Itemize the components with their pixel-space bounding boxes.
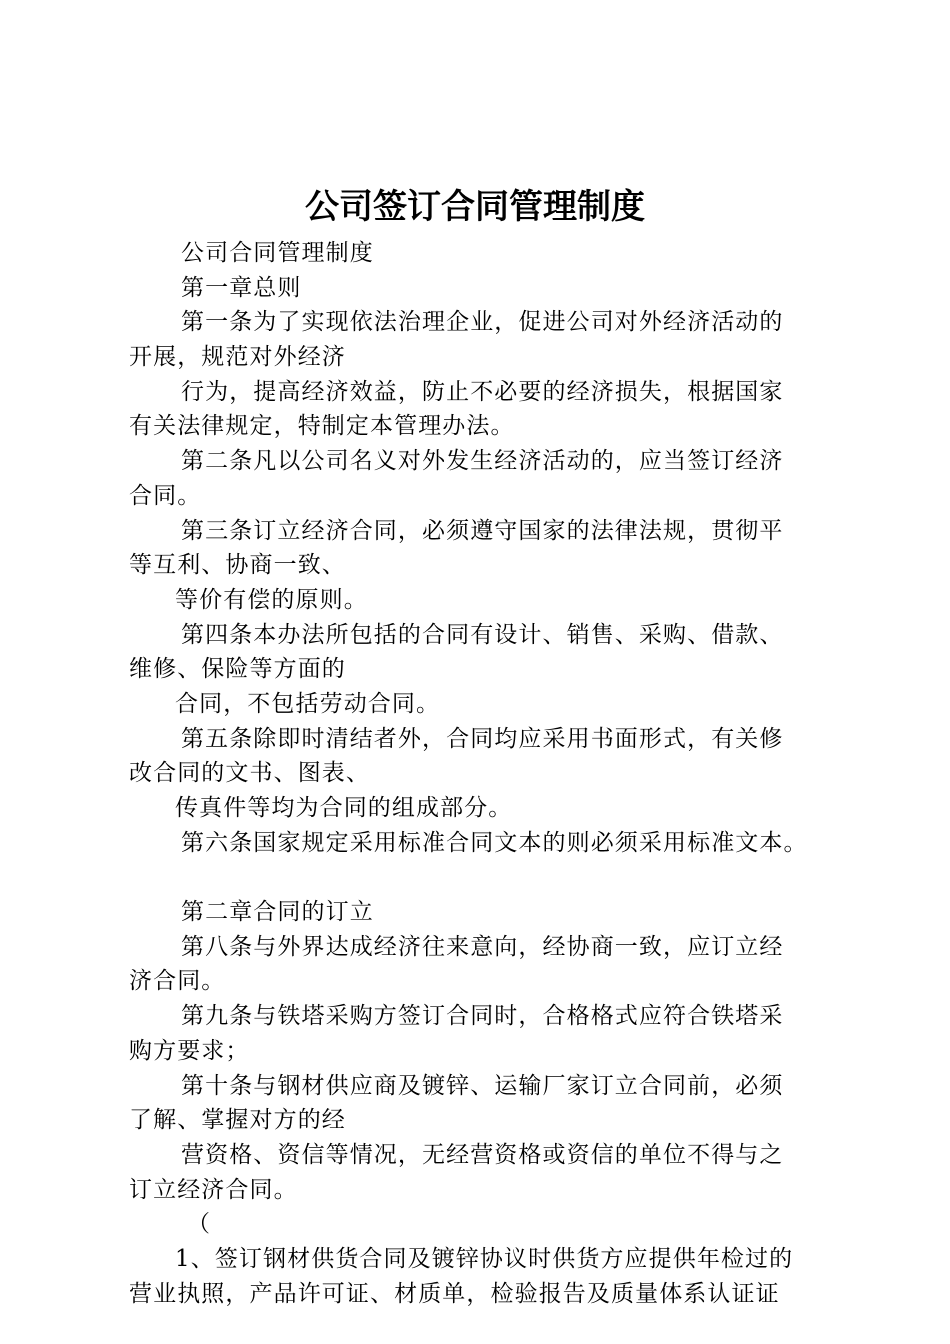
paragraph-line: 第八条与外界达成经济往来意向，经协商一致，应订立经 <box>181 933 784 960</box>
paragraph-line: 传真件等均为合同的组成部分。 <box>175 795 513 821</box>
paragraph-line: 第九条与铁塔采购方签订合同时，合格格式应符合铁塔采 <box>181 1003 784 1030</box>
paragraph-line: 第三条订立经济合同，必须遵守国家的法律法规，贯彻平 <box>181 517 784 544</box>
document-body <box>129 236 841 1311</box>
paragraph-line: 等价有偿的原则。 <box>175 586 368 613</box>
paragraph-line: 公司合同管理制度 <box>181 240 374 266</box>
document-title: 公司签订合同管理制度 <box>305 187 645 227</box>
paragraph-line: 行为，提高经济效益，防止不必要的经济损失，根据国家 <box>181 378 784 405</box>
paragraph-line: 第五条除即时清结者外，合同均应采用书面形式，有关修 <box>181 725 784 752</box>
paragraph-line: 等互利、协商一致、 <box>129 552 346 579</box>
blank-line <box>129 860 841 895</box>
paragraph-line: 购方要求； <box>129 1037 250 1064</box>
chapter-heading: 第一章总则 <box>181 274 302 301</box>
paragraph-line: 合同。 <box>129 482 202 509</box>
paragraph-line: 营资格、资信等情况，无经营资格或资信的单位不得与之 <box>181 1141 784 1168</box>
paragraph-line: 了解、掌握对方的经 <box>129 1107 346 1134</box>
paragraph-line: 1、签订钢材供货合同及镀锌协议时供货方应提供年检过的 <box>175 1245 794 1272</box>
paragraph-line: 第六条国家规定采用标准合同文本的则必须采用标准文本。 <box>181 829 808 856</box>
paragraph-line: 营业执照，产品许可证、材质单，检验报告及质量体系认证证 <box>129 1280 780 1307</box>
paragraph-line: 维修、保险等方面的 <box>129 656 346 683</box>
chapter-heading: 第二章合同的订立 <box>181 899 374 926</box>
paragraph-line: 改合同的文书、图表、 <box>129 760 370 787</box>
paragraph-line: 第四条本办法所包括的合同有设计、销售、采购、借款、 <box>181 621 784 648</box>
paragraph-line: 第二条凡以公司名义对外发生经济活动的，应当签订经济 <box>181 448 784 475</box>
paragraph-line: （ <box>187 1211 212 1238</box>
paragraph-line: 济合同。 <box>129 968 226 995</box>
paragraph-line: 订立经济合同。 <box>129 1176 298 1203</box>
paragraph-line: 合同，不包括劳动合同。 <box>175 690 441 717</box>
paragraph-line: 第十条与钢材供应商及镀锌、运输厂家订立合同前，必须 <box>181 1072 784 1099</box>
paragraph-line: 第一条为了实现依法治理企业，促进公司对外经济活动的 <box>181 309 784 336</box>
paragraph-line: 开展，规范对外经济 <box>129 344 346 371</box>
paragraph-line: 有关法律规定，特制定本管理办法。 <box>129 413 515 440</box>
